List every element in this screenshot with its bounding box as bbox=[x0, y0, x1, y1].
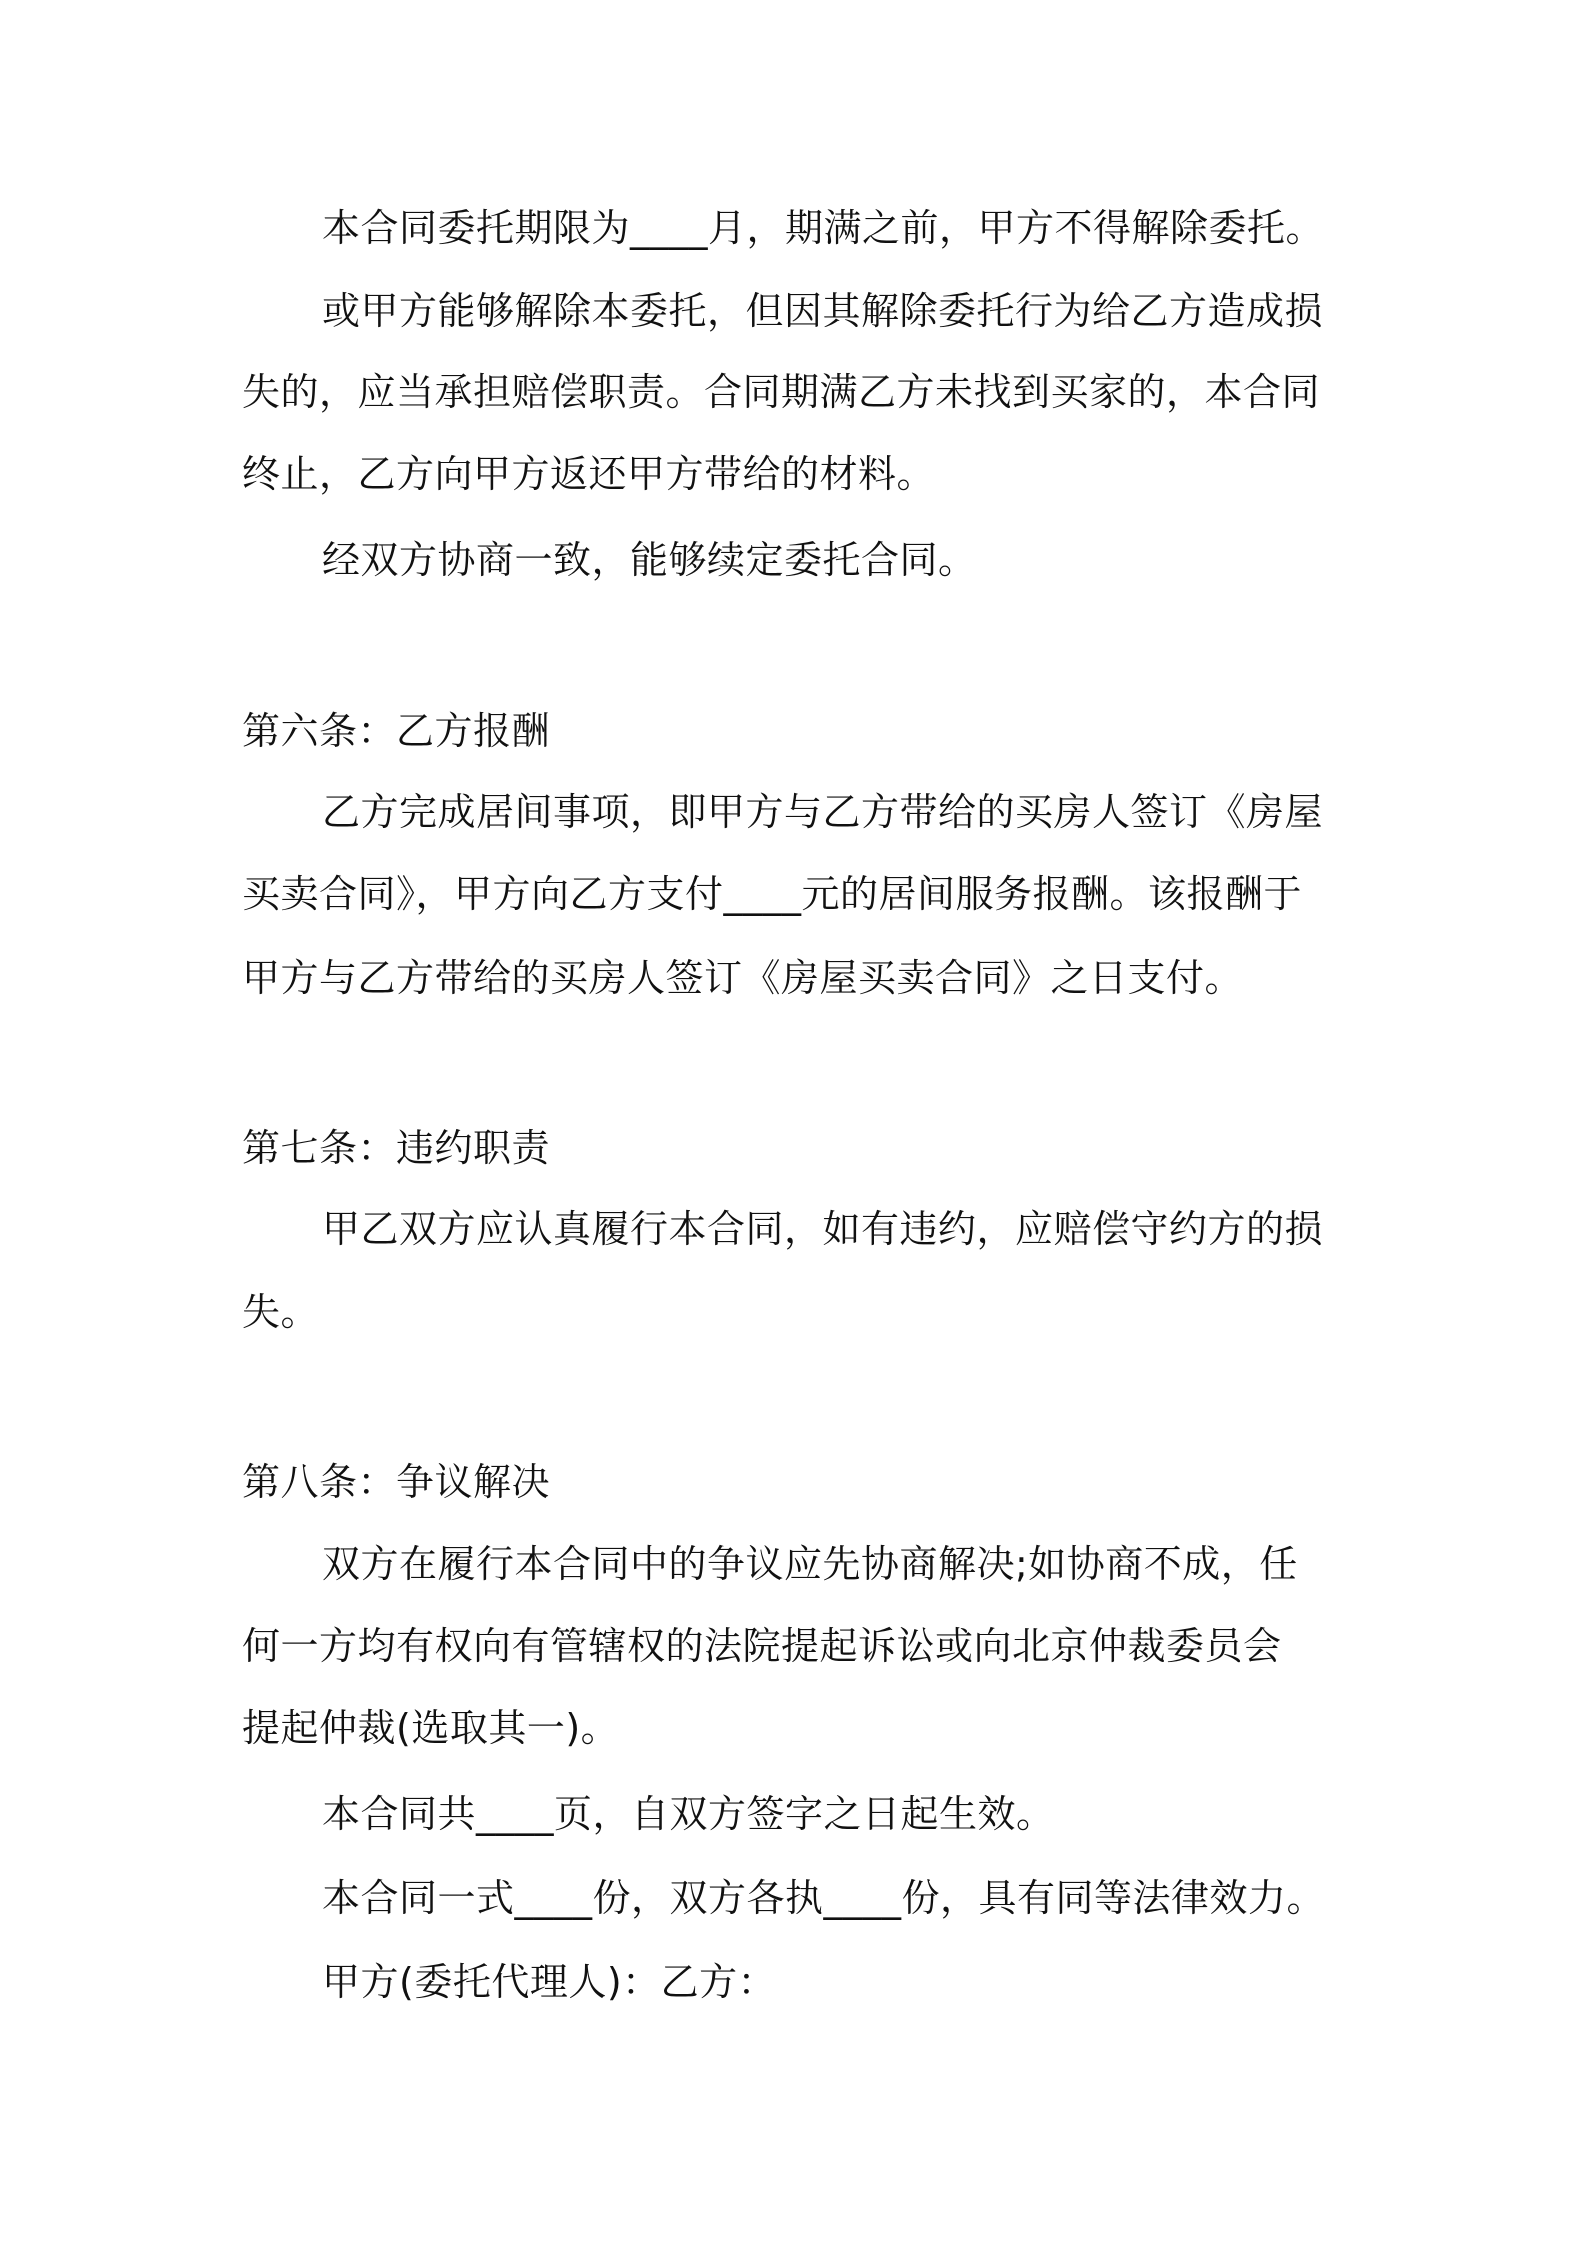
section-8-line-3: 提起仲裁(选取其一)。 bbox=[242, 1706, 620, 1750]
section-6-line-3: 甲方与乙方带给的买房人签订《房屋买卖合同》之日支付。 bbox=[242, 956, 1244, 1000]
termination-paragraph-line-3: 终止，乙方向甲方返还甲方带给的材料。 bbox=[242, 452, 936, 496]
section-8-line-1: 双方在履行本合同中的争议应先协商解决;如协商不成，任 bbox=[322, 1542, 1298, 1586]
section-7-line-1: 甲乙双方应认真履行本合同，如有违约，应赔偿守约方的损 bbox=[322, 1207, 1324, 1251]
section-7-heading: 第七条：违约职责 bbox=[242, 1126, 551, 1170]
section-6-line-1: 乙方完成居间事项，即甲方与乙方带给的买房人签订《房屋 bbox=[322, 790, 1324, 834]
renewal-paragraph: 经双方协商一致，能够续定委托合同。 bbox=[322, 538, 977, 582]
section-8-heading: 第八条：争议解决 bbox=[242, 1460, 551, 1504]
section-6-heading: 第六条：乙方报酬 bbox=[242, 709, 551, 753]
copies-paragraph: 本合同一式____份，双方各执____份，具有同等法律效力。 bbox=[322, 1876, 1326, 1920]
termination-paragraph-line-1: 或甲方能够解除本委托，但因其解除委托行为给乙方造成损 bbox=[322, 289, 1324, 333]
termination-paragraph-line-2: 失的，应当承担赔偿职责。合同期满乙方未找到买家的，本合同 bbox=[242, 370, 1321, 414]
section-7-line-2: 失。 bbox=[242, 1290, 320, 1334]
term-paragraph: 本合同委托期限为____月，期满之前，甲方不得解除委托。 bbox=[322, 206, 1325, 250]
section-6-line-2: 买卖合同》，甲方向乙方支付____元的居间服务报酬。该报酬于 bbox=[242, 872, 1303, 916]
section-8-line-2: 何一方均有权向有管辖权的法院提起诉讼或向北京仲裁委员会 bbox=[242, 1624, 1282, 1668]
page-count-paragraph: 本合同共____页，自双方签字之日起生效。 bbox=[322, 1792, 1055, 1836]
signature-line: 甲方(委托代理人)：乙方： bbox=[322, 1960, 777, 2004]
